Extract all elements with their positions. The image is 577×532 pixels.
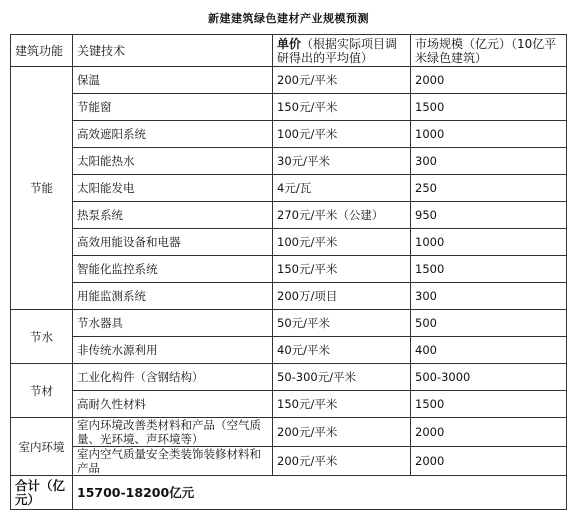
tech-cell: 室内环境改善类材料和产品（空气质量、光环境、声环境等） xyxy=(73,418,273,447)
tech-cell: 热泵系统 xyxy=(73,202,273,229)
market-cell: 400 xyxy=(411,337,567,364)
market-cell: 1500 xyxy=(411,391,567,418)
header-price-bold: 单价 xyxy=(277,36,302,51)
tech-cell: 工业化构件（含钢结构） xyxy=(73,364,273,391)
table-row xyxy=(11,391,567,418)
tech-cell: 节水器具 xyxy=(73,310,273,337)
table-row xyxy=(11,229,567,256)
market-cell: 2000 xyxy=(411,67,567,94)
total-value: 15700-18200亿元 xyxy=(73,476,567,510)
market-cell: 300 xyxy=(411,283,567,310)
table-row xyxy=(11,337,567,364)
price-cell: 150元/平米 xyxy=(273,94,411,121)
market-cell: 500 xyxy=(411,310,567,337)
market-cell: 2000 xyxy=(411,447,567,476)
price-cell: 200万/项目 xyxy=(273,283,411,310)
market-cell: 1000 xyxy=(411,121,567,148)
price-cell: 150元/平米 xyxy=(273,391,411,418)
total-label: 合计（亿元） xyxy=(11,476,73,510)
tech-cell: 用能监测系统 xyxy=(73,283,273,310)
price-cell: 50元/平米 xyxy=(273,310,411,337)
table-row xyxy=(11,67,567,94)
price-cell: 4元/瓦 xyxy=(273,175,411,202)
price-cell: 200元/平米 xyxy=(273,67,411,94)
price-cell: 270元/平米（公建） xyxy=(273,202,411,229)
table-row xyxy=(11,175,567,202)
table-row xyxy=(11,418,567,447)
tech-cell: 室内空气质量安全类装饰装修材料和产品 xyxy=(73,447,273,476)
table-row xyxy=(11,283,567,310)
header-price-rest: （根据实际项目调研得出的平均值） xyxy=(277,36,398,65)
table-row xyxy=(11,256,567,283)
market-cell: 300 xyxy=(411,148,567,175)
price-cell: 40元/平米 xyxy=(273,337,411,364)
price-cell: 50-300元/平米 xyxy=(273,364,411,391)
price-cell: 200元/平米 xyxy=(273,447,411,476)
tech-cell: 智能化监控系统 xyxy=(73,256,273,283)
price-cell: 150元/平米 xyxy=(273,256,411,283)
header-price xyxy=(273,35,411,67)
market-cell: 950 xyxy=(411,202,567,229)
market-cell: 250 xyxy=(411,175,567,202)
price-cell: 100元/平米 xyxy=(273,229,411,256)
tech-cell: 非传统水源利用 xyxy=(73,337,273,364)
header-row xyxy=(11,35,567,67)
table-row xyxy=(11,148,567,175)
function-cell: 节水 xyxy=(11,310,73,364)
total-row xyxy=(11,476,567,510)
header-market: 市场规模（亿元）（10亿平米绿色建筑） xyxy=(411,35,567,67)
table-row xyxy=(11,310,567,337)
function-cell: 室内环境 xyxy=(11,418,73,476)
tech-cell: 高耐久性材料 xyxy=(73,391,273,418)
price-cell: 30元/平米 xyxy=(273,148,411,175)
price-cell: 100元/平米 xyxy=(273,121,411,148)
price-cell: 200元/平米 xyxy=(273,418,411,447)
table-row xyxy=(11,121,567,148)
market-cell: 2000 xyxy=(411,418,567,447)
table-row xyxy=(11,202,567,229)
market-cell: 500-3000 xyxy=(411,364,567,391)
market-cell: 1000 xyxy=(411,229,567,256)
table-title: 新建建筑绿色建材产业规模预测 xyxy=(208,12,369,25)
header-function: 建筑功能 xyxy=(11,35,73,67)
tech-cell: 高效遮阳系统 xyxy=(73,121,273,148)
table-row xyxy=(11,364,567,391)
function-cell: 节材 xyxy=(11,364,73,418)
tech-cell: 节能窗 xyxy=(73,94,273,121)
tech-cell: 高效用能设备和电器 xyxy=(73,229,273,256)
table-row xyxy=(11,447,567,476)
tech-cell: 太阳能热水 xyxy=(73,148,273,175)
forecast-table xyxy=(10,34,567,510)
market-cell: 1500 xyxy=(411,94,567,121)
function-cell: 节能 xyxy=(11,67,73,310)
table-row xyxy=(11,94,567,121)
market-cell: 1500 xyxy=(411,256,567,283)
tech-cell: 保温 xyxy=(73,67,273,94)
tech-cell: 太阳能发电 xyxy=(73,175,273,202)
header-tech: 关键技术 xyxy=(73,35,273,67)
